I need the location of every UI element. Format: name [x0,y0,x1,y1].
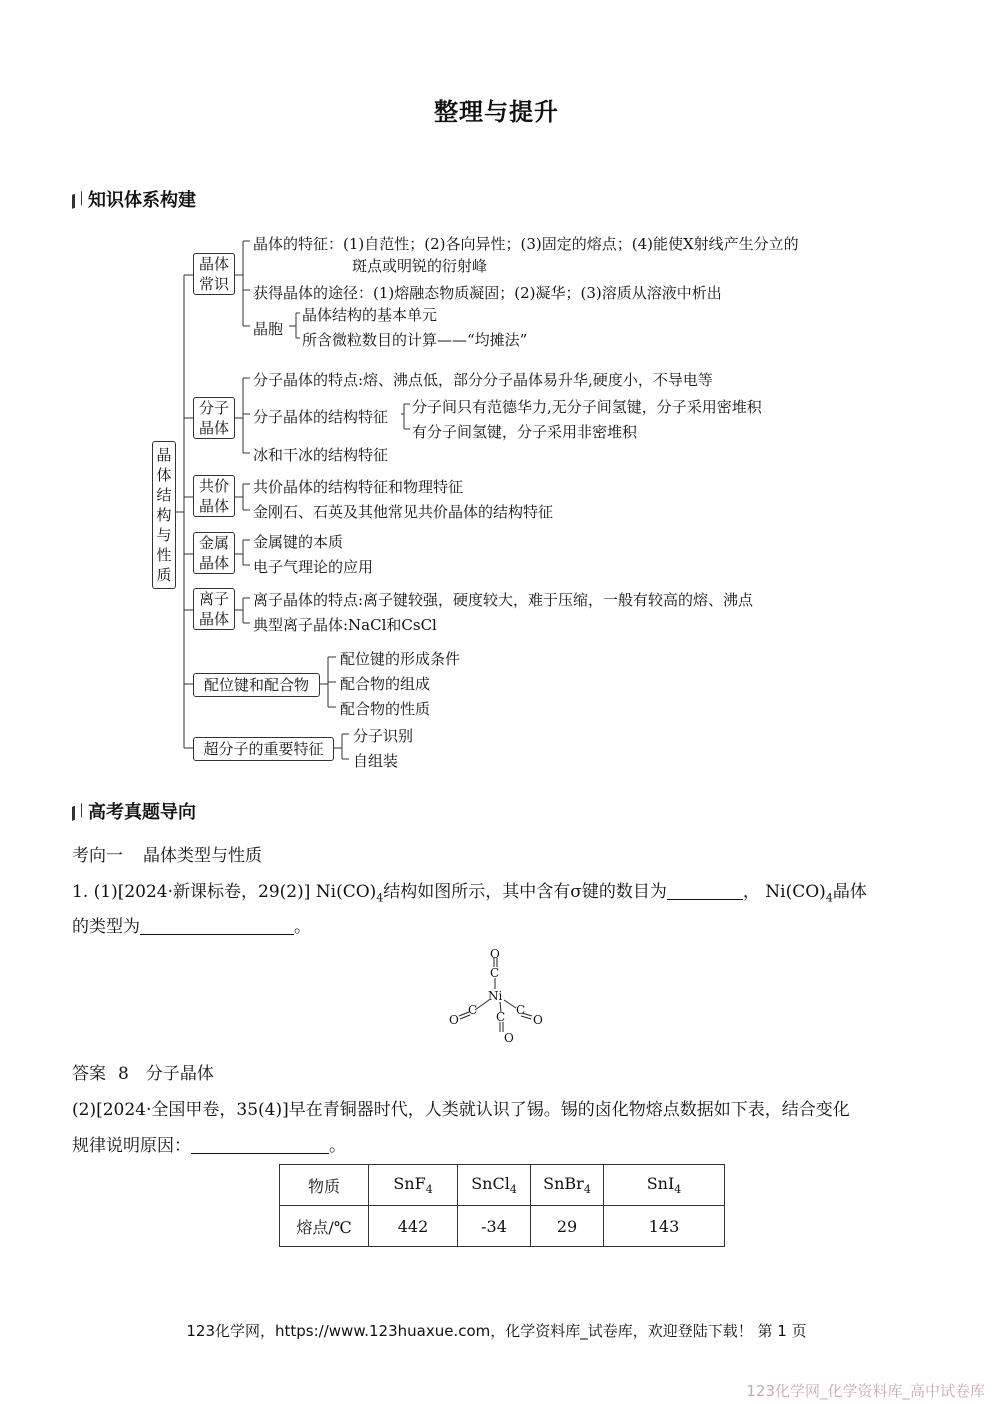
svg-text:O: O [490,947,500,961]
page-title: 整理与提升 [434,97,559,126]
mindmap-root: 晶 体 结 构 与 性 质 [152,441,176,589]
svg-text:O: O [449,1013,459,1027]
covalent-item2: 金刚石、石英及其他常见共价晶体的结构特征 [253,503,554,521]
metal-item2: 电子气理论的应用 [253,558,374,576]
branch-crystal-common: 晶体 常识 [193,253,235,295]
table-cell: 143 [604,1206,725,1247]
coordination-item1: 配位键的形成条件 [340,650,461,668]
table-row [280,1165,725,1206]
question-2-line2: 规律说明原因： 。 [72,1136,346,1156]
crystal-cell-item2: 所含微粒数目的计算——“均摊法” [302,331,528,349]
table-cell: 29 [531,1206,604,1247]
watermark: 123化学网_化学资料库_高中试卷库 [746,1382,985,1400]
ionic-item1: 离子晶体的特点:离子键较强，硬度较大，难于压缩，一般有较高的熔、沸点 [253,591,754,609]
svg-text:C: C [490,966,500,980]
question-1-line1: 1. (1)[2024·新课标卷，29(2)] $Ni(CO)_4$结构如图所示，其中含有σ键的数目为 ， $Ni(CO)_4$晶体 [72,882,867,905]
svg-text:Ni: Ni [488,989,503,1003]
crystal-feature-line1: 晶体的特征：(1)自范性；(2)各向异性；(3)固定的熔点；(4)能使X射线产生分立的 [253,235,799,253]
molecular-item2a: 分子间只有范德华力,无分子间氢键，分子采用密堆积 [412,398,762,416]
table-header-cell: SnI$_4$ [604,1165,725,1206]
branch-covalent-crystal: 共价 晶体 [193,475,235,517]
svg-text:O: O [504,1031,514,1045]
svg-text:C: C [516,1003,526,1017]
answer-blank-reason[interactable] [191,1137,329,1154]
branch-molecular-crystal: 分子 晶体 [193,397,235,439]
svg-text:C: C [496,1010,506,1024]
table-header-cell: SnF$_4$ [369,1165,458,1206]
molecular-item1: 分子晶体的特点:熔、沸点低，部分分子晶体易升华,硬度小，不导电等 [253,371,713,389]
section-heading-exam: 高考真题导向 [72,798,196,824]
section-heading-knowledge: 知识体系构建 [72,186,196,212]
ionic-item2: 典型离子晶体:NaCl和CsCl [253,616,437,634]
page-footer: 123化学网，https://www.123huaxue.com，化学资料库_试卷库，欢迎登陆下载！ 第 1 页 [186,1322,807,1340]
coordination-item3: 配合物的性质 [340,700,431,718]
crystal-ways: 获得晶体的途径：(1)熔融态物质凝固；(2)凝华；(3)溶质从溶液中析出 [253,284,722,302]
covalent-item1: 共价晶体的结构特征和物理特征 [253,478,464,496]
direction-heading: 考向一 晶体类型与性质 [72,846,262,866]
question-2-line1: (2)[2024·全国甲卷，35(4)]早在青铜器时代，人类就认识了锡。锡的卤化物熔点数据如下表，结合变化 [72,1100,850,1120]
answer-1: 答案 8 分子晶体 [72,1064,214,1084]
table-row [280,1206,725,1247]
table-cell: -34 [458,1206,531,1247]
molecular-item2: 分子晶体的结构特征 [253,408,389,426]
svg-text:O: O [533,1013,543,1027]
branch-supramolecule: 超分子的重要特征 [193,737,334,761]
molecular-item3: 冰和干冰的结构特征 [253,446,389,464]
table-header-cell: SnBr$_4$ [531,1165,604,1206]
crystal-feature-line2: 斑点或明锐的衍射峰 [352,257,488,275]
melting-point-table [279,1164,725,1247]
metal-item1: 金属键的本质 [253,533,344,551]
svg-text:C: C [468,1003,478,1017]
crystal-cell-item1: 晶体结构的基本单元 [302,306,438,324]
question-1-line2: 的类型为 。 [72,917,311,937]
molecular-item2b: 有分子间氢键，分子采用非密堆积 [412,423,638,441]
branch-ionic-crystal: 离子 晶体 [193,588,235,630]
branch-metal-crystal: 金属 晶体 [193,532,235,574]
coordination-item2: 配合物的组成 [340,675,431,693]
crystal-cell: 晶胞 [253,320,284,338]
table-header-cell: SnCl$_4$ [458,1165,531,1206]
supramolecule-item1: 分子识别 [353,727,414,745]
table-row-label: 熔点/℃ [280,1206,369,1247]
supramolecule-item2: 自组装 [353,752,399,770]
table-cell: 442 [369,1206,458,1247]
branch-coordination: 配位键和配合物 [193,673,320,697]
table-header-cell: 物质 [280,1165,369,1206]
